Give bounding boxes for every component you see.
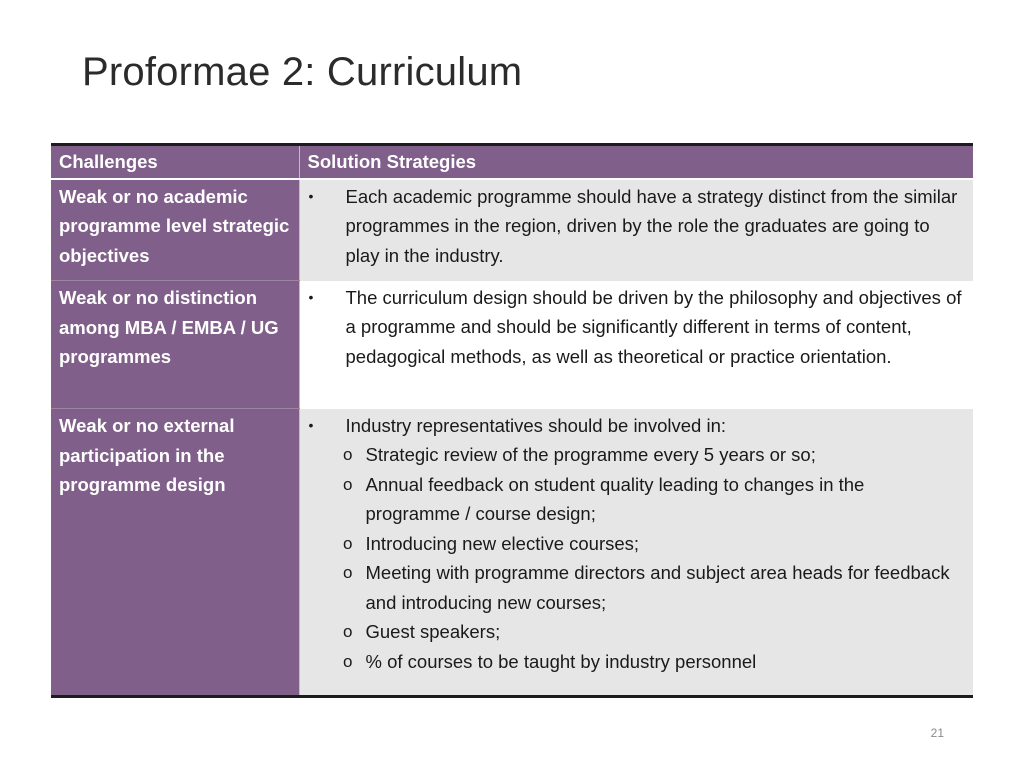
challenge-cell: Weak or no external participation in the programme design (51, 409, 299, 695)
bullet-marker: • (308, 288, 314, 305)
sub-bullet (308, 617, 964, 647)
bullet-marker: • (308, 416, 314, 433)
curriculum-table (51, 143, 973, 698)
solution-bullet (308, 411, 964, 441)
sub-bullet (308, 558, 964, 617)
solution-cell (299, 179, 973, 281)
sub-bullet-marker: o (343, 445, 353, 464)
sub-bullet-marker: o (343, 651, 353, 671)
slide-title: Proformae 2: Curriculum (82, 50, 523, 94)
table-header-row (51, 146, 973, 179)
sub-bullet-marker: o (343, 474, 353, 494)
sub-bullet-marker: o (343, 533, 353, 553)
sub-bullet (308, 440, 964, 470)
sub-bullet-text: Annual feedback on student quality leading to changes in the programme / course design; (365, 473, 865, 524)
table-row (51, 281, 973, 409)
sub-bullet-text: Strategic review of the programme every 5 years or so; (365, 444, 816, 465)
sub-bullet-text: Meeting with programme directors and subject area heads for feedback and introducing new courses; (365, 562, 950, 613)
table-row (51, 409, 973, 695)
bullet-marker: • (308, 187, 314, 204)
solution-cell (299, 281, 973, 409)
sub-bullet-marker: o (343, 563, 353, 582)
sub-bullet-text: Introducing new elective courses; (365, 532, 640, 554)
sub-bullet (308, 647, 964, 677)
solution-cell (299, 409, 973, 695)
sub-bullet-marker: o (343, 622, 353, 641)
column-header-solution-strategies: Solution Strategies (299, 146, 973, 179)
bullet-text: The curriculum design should be driven by the philosophy and objectives of a programme and should be significantly different in terms of content, pedagogical methods, as well as theoretical or practice orientation. (345, 286, 962, 367)
sub-bullet (308, 470, 964, 529)
sub-bullet-text: % of courses to be taught by industry personnel (365, 650, 757, 672)
challenge-cell: Weak or no distinction among MBA / EMBA / UG programmes (51, 281, 299, 409)
column-header-challenges: Challenges (51, 146, 299, 179)
bullet-text: Industry representatives should be involved in: (345, 414, 726, 436)
bullet-text: Each academic programme should have a strategy distinct from the similar programmes in the region, driven by the role the graduates are going to play in the industry. (345, 185, 958, 266)
table-row (51, 179, 973, 281)
sub-bullet-text: Guest speakers; (365, 621, 501, 642)
page-number: 21 (930, 726, 944, 740)
sub-bullet (308, 529, 964, 559)
challenge-cell: Weak or no academic programme level strategic objectives (51, 179, 299, 281)
solution-bullet (308, 182, 964, 271)
solution-bullet (308, 283, 964, 372)
